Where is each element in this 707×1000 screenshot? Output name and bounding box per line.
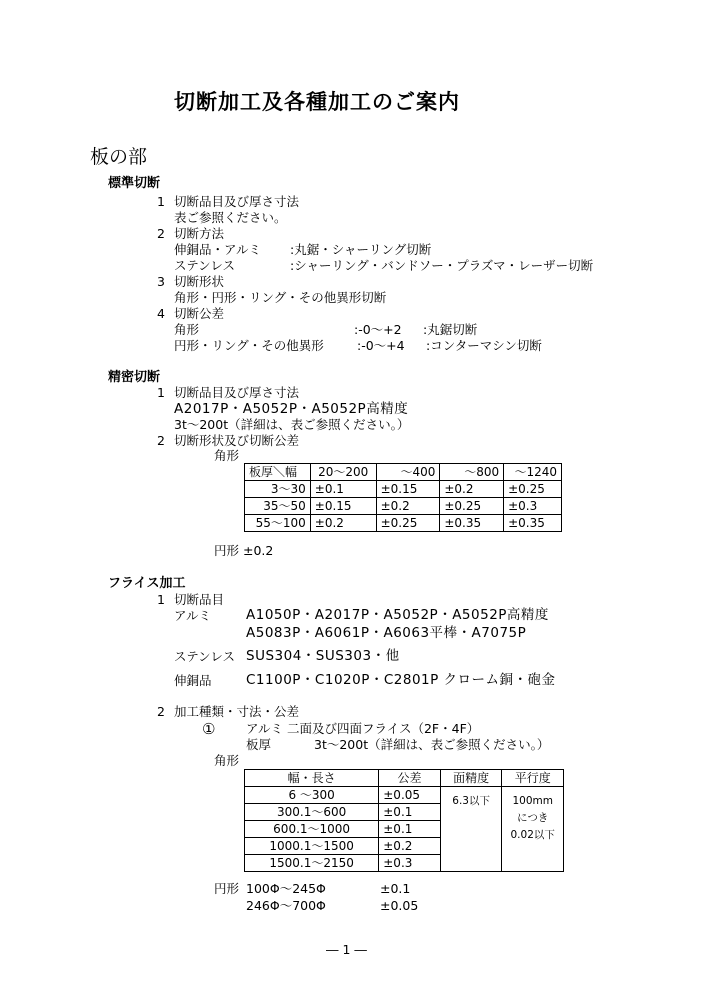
table-cell: ±0.15 <box>376 481 440 498</box>
prec-item-number-2: 2 <box>157 433 165 448</box>
table-row <box>245 787 564 804</box>
mill-alu-surface: アルミ 二面及び四面フライス（2F・4F） <box>246 721 480 736</box>
prec-item-1-materials: A2017P・A5052P・A5052P高精度 <box>174 401 409 417</box>
mill-round1-range: 100Φ～245Φ <box>246 881 326 896</box>
page-title: 切断加工及各種加工のご案内 <box>174 90 460 114</box>
milling-tolerance-table <box>244 769 564 872</box>
mill-alu-line1: A1050P・A2017P・A5052P・A5052P高精度 <box>246 607 549 623</box>
mill-round2-range: 246Φ～700Φ <box>246 898 326 913</box>
method-copper-value: :丸鋸・シャーリング切断 <box>290 242 432 257</box>
table-cell: ±0.2 <box>440 481 504 498</box>
table-cell: ±0.3 <box>504 498 562 515</box>
precision-tolerance-table <box>244 463 562 532</box>
parallelism-line: 100mm <box>512 795 553 807</box>
table-cell: 6 ～300 <box>245 787 379 804</box>
mill-alu-label: アルミ <box>174 608 212 623</box>
table-cell: ±0.25 <box>376 515 440 532</box>
mill-alu-line2: A5083P・A6061P・A6063平棒・A7075P <box>246 625 527 641</box>
mill-square-label: 角形 <box>214 753 240 768</box>
table-cell: 35～50 <box>245 498 311 515</box>
mill-sus-value: SUS304・SUS303・他 <box>246 648 400 664</box>
table-cell: ±0.05 <box>379 787 441 804</box>
method-stainless-value: :シャーリング・バンドソー・プラズマ・レーザー切断 <box>290 258 594 273</box>
std-item-number-1: 1 <box>157 194 165 209</box>
table-row <box>245 498 562 515</box>
table-header-row <box>245 464 562 481</box>
table-header-cell: 20～200 <box>310 464 376 481</box>
prec-item-2-title: 切断形状及び切断公差 <box>174 433 300 448</box>
std-item-number-2: 2 <box>157 226 165 241</box>
table-cell: ±0.25 <box>440 498 504 515</box>
table-cell: 1000.1～1500 <box>245 838 379 855</box>
corner-label: 板厚＼幅 <box>249 464 298 479</box>
table-cell: ±0.15 <box>310 498 376 515</box>
table-cell: ±0.1 <box>379 821 441 838</box>
table-cell: ±0.2 <box>310 515 376 532</box>
table-header-cell: ～400 <box>376 464 440 481</box>
table-corner-cell <box>245 464 311 481</box>
std-item-1-title: 切断品目及び厚さ寸法 <box>174 194 300 209</box>
circled-number-1: ① <box>202 720 216 738</box>
mill-item-2-title: 加工種類・寸法・公差 <box>174 704 300 719</box>
table-cell: ±0.2 <box>379 838 441 855</box>
parallelism-line: 0.02以下 <box>510 829 555 841</box>
std-item-3-text: 角形・円形・リング・その他異形切断 <box>174 290 387 305</box>
surface-accuracy-value: 6.3以下 <box>452 795 490 807</box>
table-header-cell: 面精度 <box>440 770 502 787</box>
table-cell: 300.1～600 <box>245 804 379 821</box>
mill-item-number-2: 2 <box>157 704 165 719</box>
table-cell: 55～100 <box>245 515 311 532</box>
std-item-3-title: 切断形状 <box>174 274 225 289</box>
table-header-cell: ～800 <box>440 464 504 481</box>
mill-sus-label: ステンレス <box>174 649 235 664</box>
table-header-cell: 幅・長さ <box>245 770 379 787</box>
tolerance-round-label: 円形・リング・その他異形 <box>174 338 324 353</box>
table-row <box>245 481 562 498</box>
mill-cu-label: 伸銅品 <box>174 673 212 688</box>
std-item-4-title: 切断公差 <box>174 306 225 321</box>
table-cell: ±0.25 <box>504 481 562 498</box>
mill-item-number-1: 1 <box>157 592 165 607</box>
prec-item-number-1: 1 <box>157 385 165 400</box>
table-cell: ±0.35 <box>440 515 504 532</box>
mill-round2-tolerance: ±0.05 <box>380 898 419 913</box>
table-header-cell: 平行度 <box>502 770 564 787</box>
table-cell: 3～30 <box>245 481 311 498</box>
tolerance-square-method: :丸鋸切断 <box>423 322 478 337</box>
method-copper-label: 伸銅品・アルミ <box>174 242 262 257</box>
mill-thickness-value: 3t～200t（詳細は、表ご参照ください。） <box>314 737 550 752</box>
parallelism-line: につき <box>517 812 549 824</box>
section-plate-heading: 板の部 <box>90 146 148 168</box>
table-header-cell: 公差 <box>379 770 441 787</box>
table-header-cell: ～1240 <box>504 464 562 481</box>
std-item-number-3: 3 <box>157 274 165 289</box>
table-cell: 600.1～1000 <box>245 821 379 838</box>
table-cell: ±0.3 <box>379 855 441 872</box>
standard-cutting-heading: 標準切断 <box>108 176 161 191</box>
method-stainless-label: ステンレス <box>174 258 235 273</box>
tolerance-round-value: :-0～+4 <box>357 338 405 353</box>
mill-item-1-title: 切断品目 <box>174 592 225 607</box>
mill-round-label: 円形 <box>214 881 240 896</box>
prec-item-1-title: 切断品目及び厚さ寸法 <box>174 385 300 400</box>
prec-round-tolerance: 円形 ±0.2 <box>214 543 274 558</box>
page-number: ― 1 ― <box>326 942 367 957</box>
prec-square-label: 角形 <box>214 448 240 463</box>
mill-thickness-label: 板厚 <box>246 737 272 752</box>
std-item-1-text: 表ご参照ください。 <box>174 210 287 225</box>
prec-item-1-thickness: 3t～200t（詳細は、表ご参照ください。） <box>174 417 410 432</box>
table-cell: ±0.1 <box>310 481 376 498</box>
table-header-row <box>245 770 564 787</box>
table-cell: 1500.1～2150 <box>245 855 379 872</box>
milling-heading: フライス加工 <box>108 576 186 591</box>
std-item-2-title: 切断方法 <box>174 226 225 241</box>
table-cell: ±0.35 <box>504 515 562 532</box>
mill-cu-value: C1100P・C1020P・C2801P クローム銅・砲金 <box>246 672 556 688</box>
surface-accuracy-cell <box>440 787 502 872</box>
table-cell: ±0.2 <box>376 498 440 515</box>
parallelism-cell <box>502 787 564 872</box>
table-cell: ±0.1 <box>379 804 441 821</box>
tolerance-square-value: :-0～+2 <box>354 322 402 337</box>
mill-round1-tolerance: ±0.1 <box>380 881 411 896</box>
tolerance-round-method: :コンターマシン切断 <box>426 338 542 353</box>
table-row <box>245 515 562 532</box>
precision-cutting-heading: 精密切断 <box>108 370 161 385</box>
std-item-number-4: 4 <box>157 306 165 321</box>
tolerance-square-label: 角形 <box>174 322 200 337</box>
